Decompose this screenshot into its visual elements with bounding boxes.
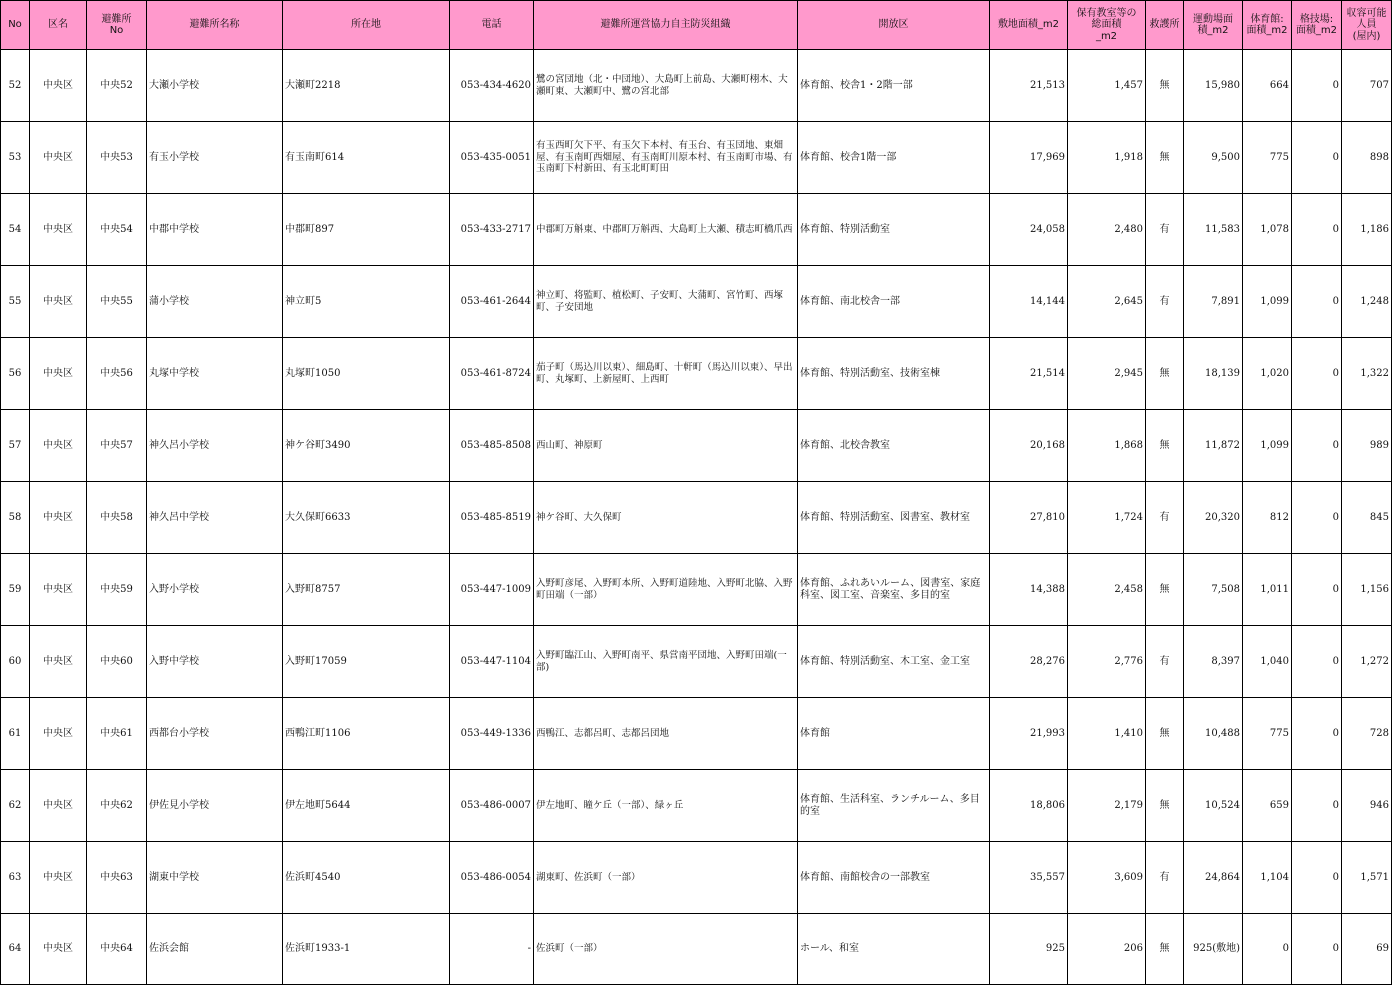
cell-gym-area: 1,099 xyxy=(1243,266,1292,338)
cell-martial-area: 0 xyxy=(1292,770,1342,842)
cell-phone: 053-461-2644 xyxy=(450,266,534,338)
cell-ground-area: 10,488 xyxy=(1184,698,1243,770)
cell-relief: 無 xyxy=(1146,914,1184,985)
cell-gym-area: 1,020 xyxy=(1243,338,1292,410)
cell-address: 大瀬町2218 xyxy=(283,50,450,122)
cell-ground-area: 11,583 xyxy=(1184,194,1243,266)
cell-capacity: 1,156 xyxy=(1342,554,1392,626)
cell-name: 大瀬小学校 xyxy=(147,50,283,122)
cell-ground-area: 8,397 xyxy=(1184,626,1243,698)
cell-gym-area: 775 xyxy=(1243,122,1292,194)
cell-classroom-area: 1,724 xyxy=(1068,482,1146,554)
header-org: 避難所運営協力自主防災組織 xyxy=(534,1,798,50)
cell-site-area: 17,969 xyxy=(990,122,1068,194)
cell-martial-area: 0 xyxy=(1292,50,1342,122)
cell-name: 丸塚中学校 xyxy=(147,338,283,410)
cell-classroom-area: 2,645 xyxy=(1068,266,1146,338)
cell-shelter-no: 中央61 xyxy=(87,698,147,770)
cell-no: 56 xyxy=(1,338,30,410)
cell-phone: 053-449-1336 xyxy=(450,698,534,770)
cell-site-area: 35,557 xyxy=(990,842,1068,914)
cell-ground-area: 925(敷地) xyxy=(1184,914,1243,985)
cell-org: 茄子町（馬込川以東）、細島町、十軒町（馬込川以東）、早出町、丸塚町、上新屋町、上西町 xyxy=(534,338,798,410)
cell-open-area: 体育館 xyxy=(798,698,990,770)
table-row xyxy=(1,338,1392,410)
cell-address: 西鴨江町1106 xyxy=(283,698,450,770)
cell-site-area: 14,144 xyxy=(990,266,1068,338)
cell-martial-area: 0 xyxy=(1292,122,1342,194)
cell-org: 西鴨江、志都呂町、志都呂団地 xyxy=(534,698,798,770)
cell-name: 中郡中学校 xyxy=(147,194,283,266)
cell-gym-area: 775 xyxy=(1243,698,1292,770)
header-open-area: 開放区 xyxy=(798,1,990,50)
cell-relief: 有 xyxy=(1146,482,1184,554)
cell-martial-area: 0 xyxy=(1292,554,1342,626)
cell-org: 入野町臨江山、入野町南平、県営南平団地、入野町田端(一部) xyxy=(534,626,798,698)
cell-address: 佐浜町1933-1 xyxy=(283,914,450,985)
cell-org: 伊左地町、瞳ケ丘（一部）、緑ヶ丘 xyxy=(534,770,798,842)
cell-open-area: 体育館、校舎1階一部 xyxy=(798,122,990,194)
cell-open-area: 体育館、北校舎教室 xyxy=(798,410,990,482)
cell-relief: 無 xyxy=(1146,770,1184,842)
cell-ground-area: 18,139 xyxy=(1184,338,1243,410)
header-no: No xyxy=(1,1,30,50)
header-ground-area: 運動場面 積_m2 xyxy=(1184,1,1243,50)
table-row xyxy=(1,770,1392,842)
header-name: 避難所名称 xyxy=(147,1,283,50)
cell-capacity: 845 xyxy=(1342,482,1392,554)
table-row xyxy=(1,842,1392,914)
cell-relief: 有 xyxy=(1146,842,1184,914)
cell-address: 大久保町6633 xyxy=(283,482,450,554)
cell-capacity: 69 xyxy=(1342,914,1392,985)
cell-capacity: 946 xyxy=(1342,770,1392,842)
cell-org: 有玉西町欠下平、有玉欠下本村、有玉台、有玉団地、東畑屋、有玉南町西畑屋、有玉南町川原本村、有玉南町市場、有玉南町下村新田、有玉北町町田 xyxy=(534,122,798,194)
cell-site-area: 14,388 xyxy=(990,554,1068,626)
cell-name: 蒲小学校 xyxy=(147,266,283,338)
cell-gym-area: 1,099 xyxy=(1243,410,1292,482)
cell-ward: 中央区 xyxy=(30,410,87,482)
cell-site-area: 27,810 xyxy=(990,482,1068,554)
cell-phone: 053-486-0007 xyxy=(450,770,534,842)
cell-open-area: 体育館、ふれあいルーム、図書室、家庭科室、図工室、音楽室、多目的室 xyxy=(798,554,990,626)
cell-org: 神ケ谷町、大久保町 xyxy=(534,482,798,554)
cell-capacity: 898 xyxy=(1342,122,1392,194)
cell-shelter-no: 中央56 xyxy=(87,338,147,410)
cell-open-area: ホール、和室 xyxy=(798,914,990,985)
cell-martial-area: 0 xyxy=(1292,626,1342,698)
cell-name: 有玉小学校 xyxy=(147,122,283,194)
header-gym-area: 体育館: 面積_m2 xyxy=(1243,1,1292,50)
cell-capacity: 728 xyxy=(1342,698,1392,770)
cell-site-area: 21,993 xyxy=(990,698,1068,770)
cell-ground-area: 15,980 xyxy=(1184,50,1243,122)
cell-phone: - xyxy=(450,914,534,985)
cell-address: 丸塚町1050 xyxy=(283,338,450,410)
cell-no: 52 xyxy=(1,50,30,122)
cell-ground-area: 7,891 xyxy=(1184,266,1243,338)
header-martial-area: 格技場: 面積_m2 xyxy=(1292,1,1342,50)
table-row xyxy=(1,554,1392,626)
cell-site-area: 20,168 xyxy=(990,410,1068,482)
cell-shelter-no: 中央62 xyxy=(87,770,147,842)
cell-no: 57 xyxy=(1,410,30,482)
cell-org: 西山町、神原町 xyxy=(534,410,798,482)
cell-shelter-no: 中央63 xyxy=(87,842,147,914)
cell-classroom-area: 2,458 xyxy=(1068,554,1146,626)
cell-martial-area: 0 xyxy=(1292,698,1342,770)
cell-shelter-no: 中央52 xyxy=(87,50,147,122)
cell-name: 伊佐見小学校 xyxy=(147,770,283,842)
table-row xyxy=(1,698,1392,770)
cell-phone: 053-447-1009 xyxy=(450,554,534,626)
cell-classroom-area: 2,776 xyxy=(1068,626,1146,698)
cell-open-area: 体育館、特別活動室、図書室、教材室 xyxy=(798,482,990,554)
cell-relief: 有 xyxy=(1146,626,1184,698)
header-site-area: 敷地面積_m2 xyxy=(990,1,1068,50)
cell-martial-area: 0 xyxy=(1292,194,1342,266)
cell-classroom-area: 206 xyxy=(1068,914,1146,985)
table-row xyxy=(1,410,1392,482)
cell-site-area: 21,514 xyxy=(990,338,1068,410)
cell-no: 55 xyxy=(1,266,30,338)
cell-gym-area: 0 xyxy=(1243,914,1292,985)
cell-martial-area: 0 xyxy=(1292,266,1342,338)
cell-ward: 中央区 xyxy=(30,770,87,842)
cell-ward: 中央区 xyxy=(30,842,87,914)
cell-capacity: 1,322 xyxy=(1342,338,1392,410)
cell-ward: 中央区 xyxy=(30,338,87,410)
cell-name: 佐浜会館 xyxy=(147,914,283,985)
cell-ward: 中央区 xyxy=(30,50,87,122)
cell-ground-area: 10,524 xyxy=(1184,770,1243,842)
cell-relief: 有 xyxy=(1146,194,1184,266)
cell-gym-area: 1,104 xyxy=(1243,842,1292,914)
cell-name: 湖東中学校 xyxy=(147,842,283,914)
cell-relief: 無 xyxy=(1146,554,1184,626)
cell-phone: 053-434-4620 xyxy=(450,50,534,122)
header-capacity: 収容可能 人員 (屋内) xyxy=(1342,1,1392,50)
cell-no: 59 xyxy=(1,554,30,626)
cell-phone: 053-433-2717 xyxy=(450,194,534,266)
cell-phone: 053-486-0054 xyxy=(450,842,534,914)
cell-ground-area: 7,508 xyxy=(1184,554,1243,626)
cell-site-area: 925 xyxy=(990,914,1068,985)
header-ward: 区名 xyxy=(30,1,87,50)
cell-shelter-no: 中央64 xyxy=(87,914,147,985)
cell-name: 神久呂小学校 xyxy=(147,410,283,482)
table-row xyxy=(1,626,1392,698)
cell-open-area: 体育館、校舎1・2階一部 xyxy=(798,50,990,122)
cell-phone: 053-447-1104 xyxy=(450,626,534,698)
cell-no: 60 xyxy=(1,626,30,698)
cell-address: 入野町17059 xyxy=(283,626,450,698)
cell-org: 湖東町、佐浜町（一部） xyxy=(534,842,798,914)
header-row xyxy=(1,1,1392,50)
cell-ward: 中央区 xyxy=(30,626,87,698)
cell-ward: 中央区 xyxy=(30,266,87,338)
header-phone: 電話 xyxy=(450,1,534,50)
cell-capacity: 1,571 xyxy=(1342,842,1392,914)
table-row xyxy=(1,266,1392,338)
cell-ward: 中央区 xyxy=(30,554,87,626)
cell-org: 鷺の宮団地（北・中団地）、大島町上前島、大瀬町栩木、大瀬町東、大瀬町中、鷺の宮北部 xyxy=(534,50,798,122)
cell-shelter-no: 中央59 xyxy=(87,554,147,626)
cell-open-area: 体育館、特別活動室 xyxy=(798,194,990,266)
cell-ward: 中央区 xyxy=(30,122,87,194)
cell-capacity: 1,186 xyxy=(1342,194,1392,266)
cell-gym-area: 812 xyxy=(1243,482,1292,554)
cell-shelter-no: 中央60 xyxy=(87,626,147,698)
cell-capacity: 989 xyxy=(1342,410,1392,482)
cell-classroom-area: 2,945 xyxy=(1068,338,1146,410)
cell-address: 佐浜町4540 xyxy=(283,842,450,914)
header-shelter-no: 避難所 No xyxy=(87,1,147,50)
cell-classroom-area: 3,609 xyxy=(1068,842,1146,914)
header-relief: 救護所 xyxy=(1146,1,1184,50)
header-address: 所在地 xyxy=(283,1,450,50)
cell-classroom-area: 2,480 xyxy=(1068,194,1146,266)
cell-org: 佐浜町（一部） xyxy=(534,914,798,985)
cell-site-area: 18,806 xyxy=(990,770,1068,842)
cell-org: 中郡町万斛東、中郡町万斛西、大島町上大瀬、積志町橋爪西 xyxy=(534,194,798,266)
cell-relief: 有 xyxy=(1146,266,1184,338)
cell-relief: 無 xyxy=(1146,698,1184,770)
cell-gym-area: 664 xyxy=(1243,50,1292,122)
cell-martial-area: 0 xyxy=(1292,410,1342,482)
cell-no: 58 xyxy=(1,482,30,554)
table-row xyxy=(1,50,1392,122)
cell-ward: 中央区 xyxy=(30,194,87,266)
cell-capacity: 707 xyxy=(1342,50,1392,122)
header-classroom-area: 保有教室等の 総面積 _m2 xyxy=(1068,1,1146,50)
cell-address: 神ケ谷町3490 xyxy=(283,410,450,482)
cell-classroom-area: 2,179 xyxy=(1068,770,1146,842)
cell-open-area: 体育館、南北校舎一部 xyxy=(798,266,990,338)
cell-ground-area: 24,864 xyxy=(1184,842,1243,914)
cell-classroom-area: 1,918 xyxy=(1068,122,1146,194)
cell-gym-area: 659 xyxy=(1243,770,1292,842)
cell-address: 伊左地町5644 xyxy=(283,770,450,842)
cell-open-area: 体育館、特別活動室、技術室棟 xyxy=(798,338,990,410)
cell-org: 入野町彦尾、入野町本所、入野町道陸地、入野町北脇、入野町田端（一部） xyxy=(534,554,798,626)
cell-capacity: 1,272 xyxy=(1342,626,1392,698)
cell-ground-area: 9,500 xyxy=(1184,122,1243,194)
cell-no: 61 xyxy=(1,698,30,770)
cell-relief: 無 xyxy=(1146,50,1184,122)
cell-no: 63 xyxy=(1,842,30,914)
cell-capacity: 1,248 xyxy=(1342,266,1392,338)
cell-classroom-area: 1,868 xyxy=(1068,410,1146,482)
cell-shelter-no: 中央53 xyxy=(87,122,147,194)
cell-address: 有玉南町614 xyxy=(283,122,450,194)
cell-shelter-no: 中央58 xyxy=(87,482,147,554)
cell-shelter-no: 中央55 xyxy=(87,266,147,338)
cell-site-area: 28,276 xyxy=(990,626,1068,698)
cell-martial-area: 0 xyxy=(1292,482,1342,554)
cell-martial-area: 0 xyxy=(1292,914,1342,985)
cell-ground-area: 20,320 xyxy=(1184,482,1243,554)
cell-classroom-area: 1,457 xyxy=(1068,50,1146,122)
cell-classroom-area: 1,410 xyxy=(1068,698,1146,770)
cell-address: 中郡町897 xyxy=(283,194,450,266)
cell-gym-area: 1,078 xyxy=(1243,194,1292,266)
cell-relief: 無 xyxy=(1146,122,1184,194)
cell-no: 62 xyxy=(1,770,30,842)
cell-open-area: 体育館、特別活動室、木工室、金工室 xyxy=(798,626,990,698)
table-row xyxy=(1,194,1392,266)
cell-martial-area: 0 xyxy=(1292,842,1342,914)
table-row xyxy=(1,914,1392,985)
cell-org: 神立町、将監町、植松町、子安町、大蒲町、宮竹町、西塚町、子安団地 xyxy=(534,266,798,338)
cell-address: 入野町8757 xyxy=(283,554,450,626)
cell-phone: 053-435-0051 xyxy=(450,122,534,194)
cell-name: 神久呂中学校 xyxy=(147,482,283,554)
cell-phone: 053-485-8519 xyxy=(450,482,534,554)
cell-relief: 無 xyxy=(1146,410,1184,482)
cell-gym-area: 1,040 xyxy=(1243,626,1292,698)
cell-shelter-no: 中央54 xyxy=(87,194,147,266)
cell-no: 54 xyxy=(1,194,30,266)
cell-martial-area: 0 xyxy=(1292,338,1342,410)
cell-no: 64 xyxy=(1,914,30,985)
cell-name: 入野中学校 xyxy=(147,626,283,698)
table-row xyxy=(1,482,1392,554)
cell-ward: 中央区 xyxy=(30,914,87,985)
cell-address: 神立町5 xyxy=(283,266,450,338)
cell-relief: 無 xyxy=(1146,338,1184,410)
table-body xyxy=(1,50,1392,985)
cell-open-area: 体育館、生活科室、ランチルーム、多目的室 xyxy=(798,770,990,842)
table-row xyxy=(1,122,1392,194)
cell-phone: 053-461-8724 xyxy=(450,338,534,410)
cell-ward: 中央区 xyxy=(30,698,87,770)
cell-gym-area: 1,011 xyxy=(1243,554,1292,626)
cell-name: 西都台小学校 xyxy=(147,698,283,770)
cell-no: 53 xyxy=(1,122,30,194)
cell-open-area: 体育館、南館校舎の一部教室 xyxy=(798,842,990,914)
cell-ground-area: 11,872 xyxy=(1184,410,1243,482)
cell-name: 入野小学校 xyxy=(147,554,283,626)
cell-site-area: 24,058 xyxy=(990,194,1068,266)
cell-phone: 053-485-8508 xyxy=(450,410,534,482)
cell-shelter-no: 中央57 xyxy=(87,410,147,482)
cell-ward: 中央区 xyxy=(30,482,87,554)
cell-site-area: 21,513 xyxy=(990,50,1068,122)
